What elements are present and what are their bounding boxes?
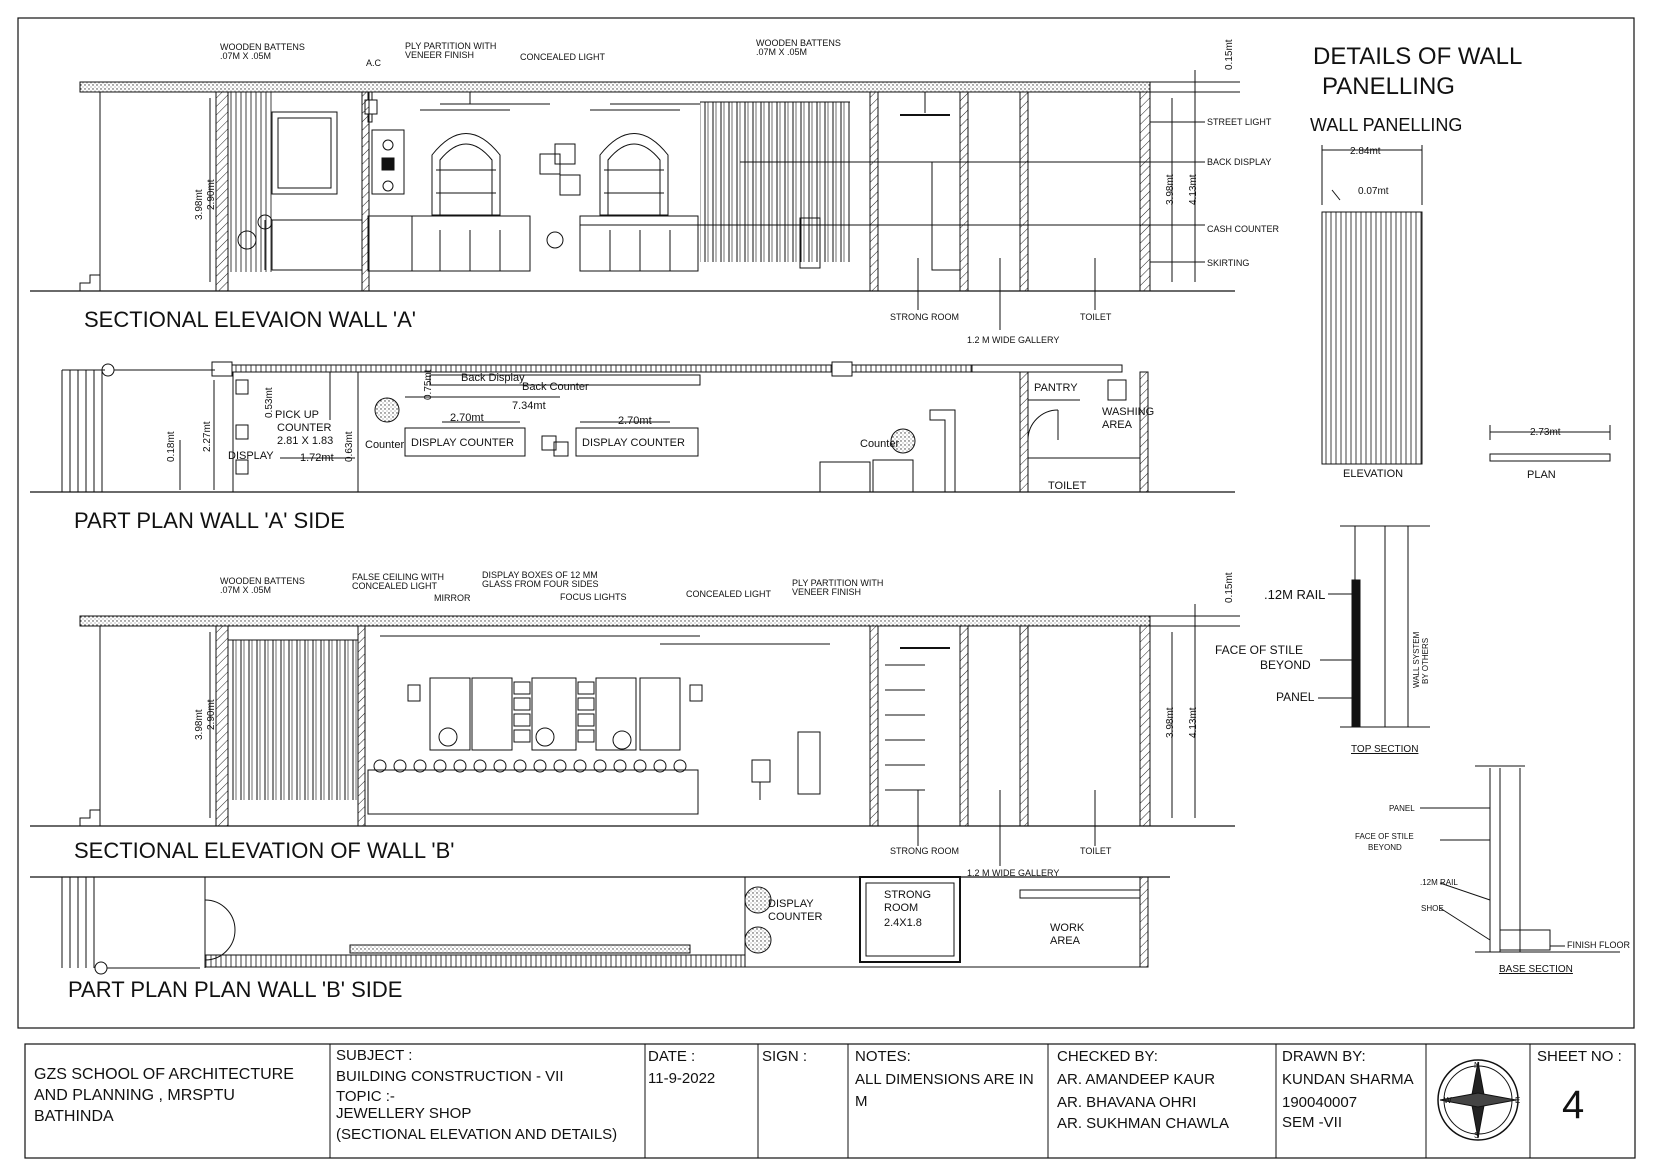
label-back-counter: Back Counter [522, 381, 589, 393]
dim-length: 0.63mt [344, 431, 355, 462]
label-display-counter: DISPLAY COUNTER [411, 437, 514, 449]
label-focus-lights: FOCUS LIGHTS [560, 592, 627, 602]
label-elevation: ELEVATION [1343, 468, 1404, 480]
dim-length: 0.18mt [166, 431, 177, 462]
checker-name: AR. BHAVANA OHRI [1057, 1094, 1197, 1111]
label-face-of-stile: FACE OF STILE [1355, 832, 1414, 841]
compass-north: N [1474, 1061, 1480, 1070]
dim-height: 2.90mt [206, 179, 217, 210]
label-strong-room: STRONG [884, 889, 932, 901]
title-wall-b-elevation: SECTIONAL ELEVATION OF WALL 'B' [74, 838, 455, 863]
dim-slab: 0.15mt [1224, 572, 1235, 603]
label-display: DISPLAY [228, 450, 274, 462]
dim-length: 0.75mt [423, 369, 434, 400]
label-battens: WOODEN BATTENS [220, 576, 305, 586]
notes-label: NOTES: [855, 1048, 911, 1065]
label-battens: WOODEN BATTENS [220, 42, 305, 52]
label-display-boxes: DISPLAY BOXES OF 12 MM [482, 570, 598, 580]
checker-name: AR. AMANDEEP KAUR [1057, 1071, 1216, 1088]
checked-label: CHECKED BY: [1057, 1048, 1158, 1065]
label-washing: WASHING [1102, 406, 1155, 418]
date-label: DATE : [648, 1048, 696, 1065]
label-display-counter: DISPLAY COUNTER [582, 437, 685, 449]
label-display-boxes-glass: GLASS FROM FOUR SIDES [482, 579, 599, 589]
wall-panelling-details [1318, 145, 1620, 952]
date-value: 11-9-2022 [648, 1070, 716, 1087]
sign-label: SIGN : [762, 1048, 808, 1065]
title-wall-a-elevation: SECTIONAL ELEVAION WALL 'A' [84, 307, 416, 332]
label-face-of-stile: FACE OF STILE [1215, 643, 1304, 657]
checker-name: AR. SUKHMAN CHAWLA [1057, 1115, 1229, 1132]
label-wall-system: WALL SYSTEM [1412, 631, 1421, 688]
dim-length: 2.70mt [450, 412, 484, 424]
label-ply: PLY PARTITION WITH [792, 578, 884, 588]
dim-length: 7.34mt [512, 400, 546, 412]
topic-label: TOPIC :- [336, 1088, 395, 1105]
drawn-label: DRAWN BY: [1282, 1048, 1366, 1065]
drawn-id: 190040007 [1282, 1094, 1358, 1111]
label-battens: WOODEN BATTENS [756, 38, 841, 48]
label-shoe: SHOE [1421, 904, 1444, 913]
label-toilet: TOILET [1048, 480, 1087, 492]
label-face-of-stile-beyond: BEYOND [1368, 843, 1402, 852]
label-plan: PLAN [1527, 469, 1556, 481]
topic-value: (SECTIONAL ELEVATION AND DETAILS) [336, 1126, 618, 1143]
title-wall-b-plan: PART PLAN PLAN WALL 'B' SIDE [68, 977, 403, 1002]
label-gallery: 1.2 M WIDE GALLERY [967, 335, 1060, 345]
compass-west: W [1444, 1096, 1452, 1105]
label-work-area: WORK [1050, 922, 1085, 934]
label-mirror: MIRROR [434, 593, 471, 603]
notes-text: M [855, 1093, 868, 1110]
dim-length: 0.53mt [264, 387, 275, 418]
label-counter: Counter [365, 439, 405, 451]
label-false-ceiling-light: CONCEALED LIGHT [352, 581, 438, 591]
label-battens-size: .07M X .05M [220, 51, 272, 61]
label-finish-floor: FINISH FLOOR [1567, 940, 1631, 950]
label-gallery: 1.2 M WIDE GALLERY [967, 868, 1060, 878]
label-ply-finish: VENEER FINISH [405, 50, 475, 60]
label-base-section: BASE SECTION [1499, 964, 1573, 975]
label-pantry: PANTRY [1034, 382, 1078, 394]
dim-length: 1.72mt [300, 452, 334, 464]
label-strong-room: STRONG ROOM [890, 846, 959, 856]
sheet-number: 4 [1562, 1083, 1585, 1127]
label-ac: A.C [366, 58, 382, 68]
details-subtitle: WALL PANELLING [1310, 115, 1463, 135]
compass-east: E [1515, 1096, 1521, 1105]
dim-height: 3.98mt [194, 189, 205, 220]
wall-b-elevation [30, 604, 1240, 866]
label-washing-area: AREA [1102, 419, 1132, 431]
slab-a [80, 82, 1150, 92]
dim-height: 4.13mt [1188, 174, 1199, 205]
school-name: AND PLANNING , MRSPTU [34, 1087, 235, 1104]
dim-height: 3.98mt [194, 709, 205, 740]
details-title: DETAILS OF WALL [1313, 43, 1523, 70]
dim-height: 3.98mt [1165, 174, 1176, 205]
label-concealed-light: CONCEALED LIGHT [686, 589, 772, 599]
label-skirting: SKIRTING [1207, 258, 1250, 268]
details-title: PANELLING [1322, 73, 1455, 100]
drawn-name: KUNDAN SHARMA [1282, 1071, 1414, 1088]
dim-height: 4.13mt [1188, 707, 1199, 738]
subject-label: SUBJECT : [336, 1047, 413, 1064]
label-display: DISPLAY [768, 898, 814, 910]
notes-text: ALL DIMENSIONS ARE IN [855, 1071, 1034, 1088]
label-pickup-size: 2.81 X 1.83 [277, 435, 334, 447]
title-block [25, 1044, 1635, 1158]
dim-height: 2.90mt [206, 699, 217, 730]
dim-plan-width: 2.73mt [1530, 427, 1561, 438]
label-rail: .12M RAIL [1420, 878, 1458, 887]
label-battens-size: .07M X .05M [220, 585, 272, 595]
label-ply-finish: VENEER FINISH [792, 587, 862, 597]
sheet-label: SHEET NO : [1537, 1048, 1622, 1065]
label-toilet: TOILET [1080, 312, 1112, 322]
subject-value: BUILDING CONSTRUCTION - VII [336, 1068, 564, 1085]
label-strong-room: STRONG ROOM [890, 312, 959, 322]
dim-panel-gap: 0.07mt [1358, 186, 1389, 197]
drawn-sem: SEM -VII [1282, 1114, 1343, 1131]
label-pickup: COUNTER [277, 422, 332, 434]
label-back-display: BACK DISPLAY [1207, 157, 1272, 167]
school-city: BATHINDA [34, 1108, 114, 1125]
dim-slab: 0.15mt [1224, 39, 1235, 70]
label-back-display: Back Display [461, 372, 525, 384]
wall-b-plan [30, 877, 1170, 974]
label-panel: PANEL [1276, 690, 1315, 704]
dim-panel-width: 2.84mt [1350, 146, 1381, 157]
label-street-light: STREET LIGHT [1207, 117, 1272, 127]
label-counter: Counter [860, 438, 900, 450]
topic-value: JEWELLERY SHOP [336, 1105, 472, 1122]
label-toilet: TOILET [1080, 846, 1112, 856]
label-by-others: BY OTHERS [1421, 637, 1430, 684]
dim-length: 2.27mt [202, 421, 213, 452]
label-cash-counter: CASH COUNTER [1207, 224, 1280, 234]
label-false-ceiling: FALSE CEILING WITH [352, 572, 445, 582]
label-ply: PLY PARTITION WITH [405, 41, 497, 51]
dim-height: 3.98mt [1165, 707, 1176, 738]
label-battens-size: .07M X .05M [756, 47, 808, 57]
dim-length: 2.70mt [618, 415, 652, 427]
label-top-section: TOP SECTION [1351, 744, 1419, 755]
label-concealed-light: CONCEALED LIGHT [520, 52, 606, 62]
title-wall-a-plan: PART PLAN WALL 'A' SIDE [74, 508, 345, 533]
label-display-counter: COUNTER [768, 911, 823, 923]
label-panel: PANEL [1389, 804, 1415, 813]
label-work-area: AREA [1050, 935, 1080, 947]
school-name: GZS SCHOOL OF ARCHITECTURE [34, 1066, 294, 1083]
label-rail: .12M RAIL [1264, 587, 1326, 602]
label-strong-room: ROOM [884, 902, 919, 914]
compass-south: S [1474, 1131, 1480, 1140]
label-strong-room-size: 2.4X1.8 [884, 917, 922, 929]
label-pickup: PICK UP [275, 409, 320, 421]
label-face-of-stile-beyond: BEYOND [1260, 658, 1311, 672]
